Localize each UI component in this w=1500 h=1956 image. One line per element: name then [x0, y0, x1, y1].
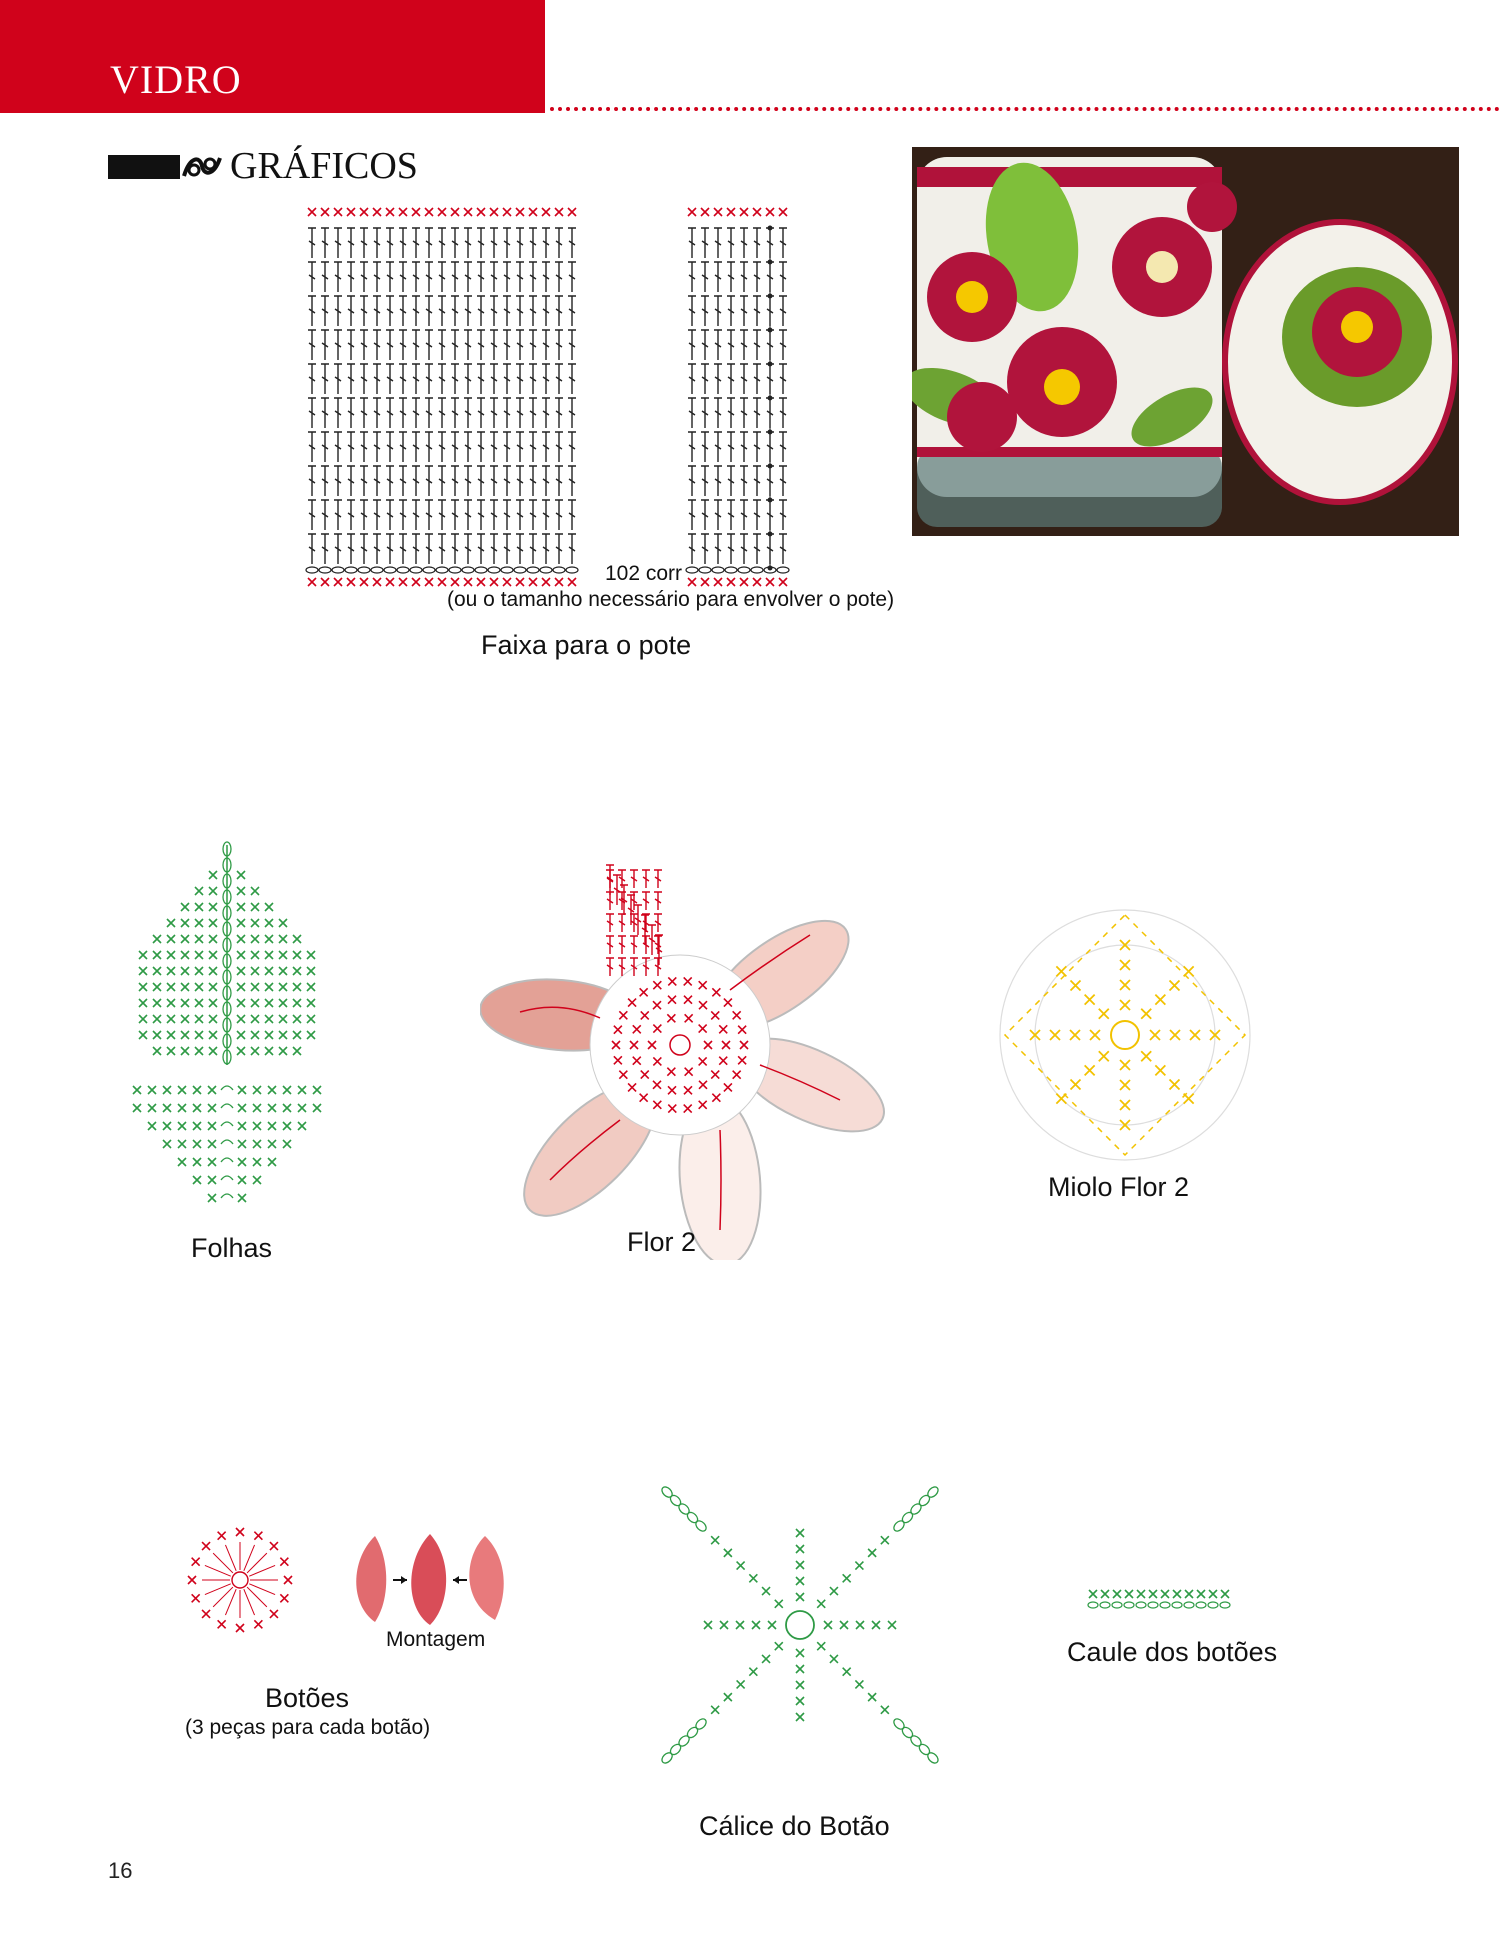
- band-count-label: 102 corr: [605, 562, 683, 585]
- section-title: GRÁFICOS: [230, 145, 418, 187]
- flower2-caption: Flor 2: [627, 1227, 697, 1257]
- bud-stem-diagram: [1085, 1588, 1245, 1612]
- band-stitch-chart: [300, 200, 810, 590]
- jar-photo: [912, 147, 1459, 536]
- band-caption: Faixa para o pote: [481, 630, 692, 660]
- page-number: 16: [108, 1858, 133, 1883]
- bud-assembly-label: Montagem: [386, 1628, 486, 1651]
- flower2-center-caption: Miolo Flor 2: [1048, 1172, 1190, 1202]
- bud-calyx-diagram: [640, 1465, 960, 1785]
- header-band: [0, 0, 545, 113]
- band-count-note: (ou o tamanho necessário para envolver o pote): [447, 588, 895, 611]
- header-dotted-rule: [550, 107, 1500, 111]
- chapter-title: VIDRO: [110, 57, 242, 102]
- flower2-center-diagram: [990, 900, 1260, 1170]
- flower2-diagram: [480, 850, 890, 1260]
- ornament-icon: [180, 152, 224, 182]
- bud-assembly-diagram: [345, 1530, 515, 1630]
- bud-stem-caption: Caule dos botões: [1067, 1637, 1278, 1667]
- bud-round-diagram: [180, 1520, 300, 1640]
- section-bar: [108, 155, 180, 179]
- bud-note: (3 peças para cada botão): [185, 1716, 431, 1739]
- leaf-diagram: [105, 835, 375, 1225]
- bud-calyx-caption: Cálice do Botão: [699, 1811, 890, 1841]
- leaf-caption: Folhas: [191, 1233, 273, 1263]
- bud-caption: Botões: [265, 1683, 350, 1713]
